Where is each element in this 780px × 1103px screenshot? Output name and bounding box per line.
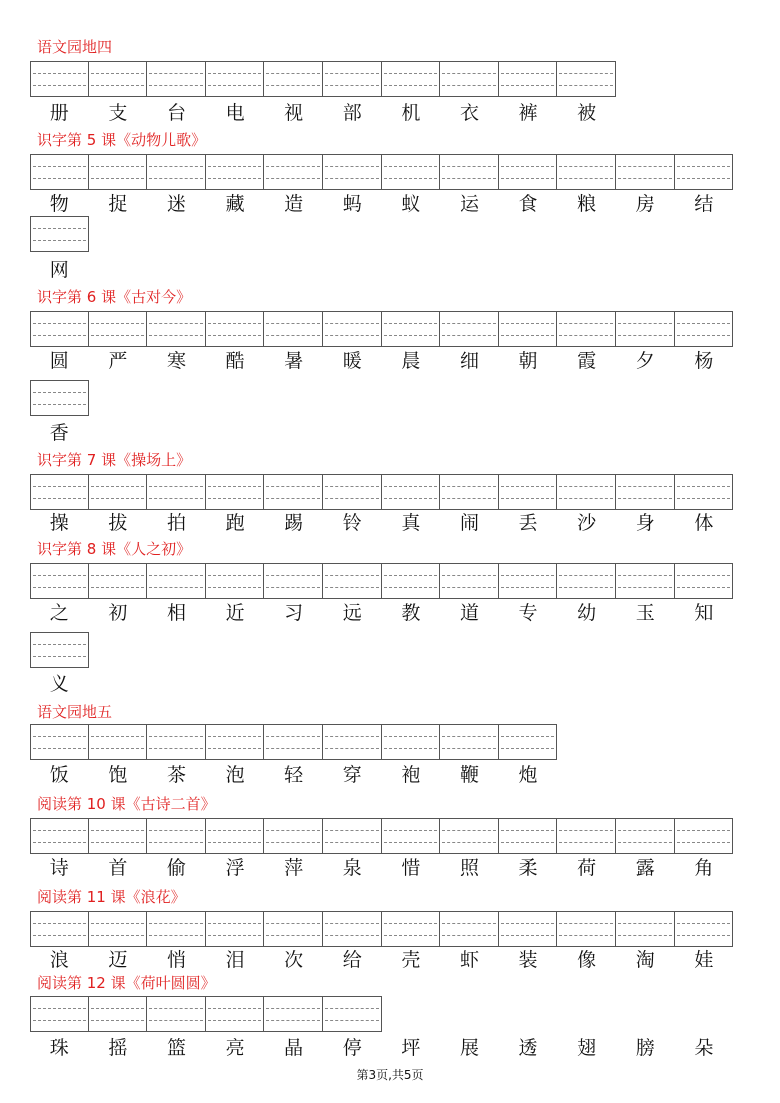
- writing-box[interactable]: [323, 911, 382, 947]
- writing-box[interactable]: [264, 474, 323, 510]
- writing-grid-row: [30, 818, 733, 854]
- writing-box[interactable]: [147, 474, 206, 510]
- vocab-character: 暖: [342, 350, 362, 372]
- section-title: 识字第 7 课《操场上》: [37, 451, 192, 469]
- vocab-character: 香: [49, 422, 69, 444]
- writing-grid-row: [30, 216, 89, 252]
- vocab-character: 萍: [284, 857, 304, 879]
- writing-box[interactable]: [675, 818, 734, 854]
- writing-box[interactable]: [89, 563, 148, 599]
- writing-box[interactable]: [323, 154, 382, 190]
- writing-box[interactable]: [557, 311, 616, 347]
- writing-box[interactable]: [440, 818, 499, 854]
- vocab-character: 篮: [166, 1037, 186, 1059]
- vocab-character: 藏: [225, 193, 245, 215]
- writing-box[interactable]: [147, 61, 206, 97]
- vocab-character: 亮: [225, 1037, 245, 1059]
- vocab-character: 专: [518, 602, 538, 624]
- writing-box[interactable]: [206, 724, 265, 760]
- writing-box[interactable]: [147, 996, 206, 1032]
- writing-box[interactable]: [557, 911, 616, 947]
- writing-box[interactable]: [89, 61, 148, 97]
- writing-box[interactable]: [440, 911, 499, 947]
- vocab-character: 娃: [694, 949, 714, 971]
- vocab-character: 晶: [284, 1037, 304, 1059]
- vocab-character: 首: [108, 857, 128, 879]
- writing-box[interactable]: [89, 911, 148, 947]
- writing-grid-row: [30, 724, 557, 760]
- writing-box[interactable]: [30, 724, 89, 760]
- vocab-character: 机: [401, 102, 421, 124]
- vocab-character: 网: [49, 259, 69, 281]
- vocab-character: 严: [108, 350, 128, 372]
- vocab-character: 支: [108, 102, 128, 124]
- writing-box[interactable]: [30, 216, 89, 252]
- writing-box[interactable]: [30, 380, 89, 416]
- vocab-character: 房: [635, 193, 655, 215]
- vocab-character: 袍: [401, 764, 421, 786]
- writing-box[interactable]: [382, 311, 441, 347]
- vocab-character: 结: [694, 193, 714, 215]
- writing-box[interactable]: [89, 724, 148, 760]
- writing-box[interactable]: [30, 911, 89, 947]
- vocab-character: 坪: [401, 1037, 421, 1059]
- vocab-character: 被: [577, 102, 597, 124]
- writing-box[interactable]: [206, 996, 265, 1032]
- vocab-character: 迈: [108, 949, 128, 971]
- vocab-character: 习: [284, 602, 304, 624]
- writing-box[interactable]: [264, 61, 323, 97]
- vocab-character: 饭: [49, 764, 69, 786]
- writing-box[interactable]: [499, 61, 558, 97]
- vocab-character: 细: [459, 350, 479, 372]
- vocab-character: 停: [342, 1037, 362, 1059]
- vocab-character: 视: [284, 102, 304, 124]
- writing-box[interactable]: [30, 996, 89, 1032]
- vocab-character: 部: [342, 102, 362, 124]
- writing-box[interactable]: [675, 474, 734, 510]
- vocab-character: 之: [49, 602, 69, 624]
- writing-box[interactable]: [206, 311, 265, 347]
- writing-box[interactable]: [382, 911, 441, 947]
- writing-box[interactable]: [206, 61, 265, 97]
- section-title: 识字第 8 课《人之初》: [37, 540, 192, 558]
- section-title: 阅读第 11 课《浪花》: [37, 888, 186, 906]
- character-row: [30, 762, 557, 788]
- vocab-character: 柔: [518, 857, 538, 879]
- writing-box[interactable]: [557, 818, 616, 854]
- vocab-character: 运: [459, 193, 479, 215]
- writing-box[interactable]: [264, 818, 323, 854]
- writing-box[interactable]: [206, 154, 265, 190]
- vocab-character: 义: [49, 673, 69, 695]
- section-title: 阅读第 10 课《古诗二首》: [37, 795, 216, 813]
- vocab-character: 透: [518, 1037, 538, 1059]
- vocab-character: 荷: [577, 857, 597, 879]
- vocab-character: 照: [459, 857, 479, 879]
- writing-box[interactable]: [323, 311, 382, 347]
- vocab-character: 闹: [459, 512, 479, 534]
- vocab-character: 铃: [342, 512, 362, 534]
- vocab-character: 穿: [342, 764, 362, 786]
- writing-box[interactable]: [557, 154, 616, 190]
- writing-box[interactable]: [264, 996, 323, 1032]
- writing-box[interactable]: [89, 154, 148, 190]
- writing-box[interactable]: [675, 154, 734, 190]
- vocab-character: 给: [342, 949, 362, 971]
- writing-box[interactable]: [440, 154, 499, 190]
- vocab-character: 身: [635, 512, 655, 534]
- vocab-character: 远: [342, 602, 362, 624]
- writing-grid-row: [30, 632, 89, 668]
- vocab-character: 造: [284, 193, 304, 215]
- vocab-character: 次: [284, 949, 304, 971]
- character-row: [30, 420, 89, 446]
- writing-box[interactable]: [616, 563, 675, 599]
- vocab-character: 浮: [225, 857, 245, 879]
- writing-box[interactable]: [147, 563, 206, 599]
- section-title: 阅读第 12 课《荷叶圆圆》: [37, 974, 216, 992]
- writing-box[interactable]: [89, 311, 148, 347]
- writing-grid-row: [30, 311, 733, 347]
- writing-box[interactable]: [147, 818, 206, 854]
- writing-box[interactable]: [675, 911, 734, 947]
- writing-box[interactable]: [206, 474, 265, 510]
- character-row: [30, 947, 733, 973]
- vocab-character: 寒: [166, 350, 186, 372]
- vocab-character: 知: [694, 602, 714, 624]
- writing-box[interactable]: [206, 911, 265, 947]
- writing-box[interactable]: [30, 563, 89, 599]
- vocab-character: 珠: [49, 1037, 69, 1059]
- writing-box[interactable]: [30, 632, 89, 668]
- page-footer: 第3页,共5页: [356, 1068, 424, 1082]
- vocab-character: 茶: [166, 764, 186, 786]
- vocab-character: 丢: [518, 512, 538, 534]
- writing-box[interactable]: [89, 818, 148, 854]
- writing-box[interactable]: [30, 818, 89, 854]
- vocab-character: 露: [635, 857, 655, 879]
- vocab-character: 轻: [284, 764, 304, 786]
- character-row: [30, 671, 89, 697]
- character-row: [30, 257, 89, 283]
- vocab-character: 泡: [225, 764, 245, 786]
- vocab-character: 裤: [518, 102, 538, 124]
- vocab-character: 暑: [284, 350, 304, 372]
- character-row: [30, 600, 733, 626]
- vocab-character: 拔: [108, 512, 128, 534]
- writing-box[interactable]: [499, 818, 558, 854]
- vocab-character: 食: [518, 193, 538, 215]
- writing-box[interactable]: [499, 563, 558, 599]
- vocab-character: 浪: [49, 949, 69, 971]
- vocab-character: 诗: [49, 857, 69, 879]
- writing-box[interactable]: [382, 154, 441, 190]
- writing-box[interactable]: [323, 61, 382, 97]
- writing-box[interactable]: [30, 311, 89, 347]
- writing-grid-row: [30, 154, 733, 190]
- vocab-character: 酷: [225, 350, 245, 372]
- vocab-character: 杨: [694, 350, 714, 372]
- writing-box[interactable]: [440, 311, 499, 347]
- vocab-character: 晨: [401, 350, 421, 372]
- writing-box[interactable]: [89, 996, 148, 1032]
- writing-box[interactable]: [382, 563, 441, 599]
- writing-box[interactable]: [89, 474, 148, 510]
- vocab-character: 册: [49, 102, 69, 124]
- vocab-character: 悄: [166, 949, 186, 971]
- section-title: 语文园地五: [37, 703, 113, 721]
- vocab-character: 圆: [49, 350, 69, 372]
- vocab-character: 电: [225, 102, 245, 124]
- section-title: 语文园地四: [37, 38, 113, 56]
- writing-box[interactable]: [440, 474, 499, 510]
- writing-box[interactable]: [382, 474, 441, 510]
- writing-box[interactable]: [30, 61, 89, 97]
- vocab-character: 幼: [577, 602, 597, 624]
- writing-box[interactable]: [147, 154, 206, 190]
- vocab-character: 虾: [459, 949, 479, 971]
- writing-box[interactable]: [382, 724, 441, 760]
- writing-box[interactable]: [616, 311, 675, 347]
- vocab-character: 膀: [635, 1037, 655, 1059]
- writing-box[interactable]: [499, 474, 558, 510]
- vocab-character: 朝: [518, 350, 538, 372]
- writing-box[interactable]: [557, 563, 616, 599]
- writing-box[interactable]: [616, 911, 675, 947]
- vocab-character: 霞: [577, 350, 597, 372]
- writing-box[interactable]: [147, 724, 206, 760]
- writing-grid-row: [30, 61, 616, 97]
- vocab-character: 体: [694, 512, 714, 534]
- vocab-character: 沙: [577, 512, 597, 534]
- vocab-character: 迷: [166, 193, 186, 215]
- writing-box[interactable]: [264, 563, 323, 599]
- vocab-character: 玉: [635, 602, 655, 624]
- writing-box[interactable]: [206, 818, 265, 854]
- vocab-character: 真: [401, 512, 421, 534]
- writing-box[interactable]: [206, 563, 265, 599]
- vocab-character: 捉: [108, 193, 128, 215]
- vocab-character: 相: [166, 602, 186, 624]
- character-row: [30, 855, 733, 881]
- vocab-character: 夕: [635, 350, 655, 372]
- vocab-character: 粮: [577, 193, 597, 215]
- vocab-character: 翅: [577, 1037, 597, 1059]
- vocab-character: 衣: [459, 102, 479, 124]
- vocab-character: 跑: [225, 512, 245, 534]
- writing-box[interactable]: [382, 818, 441, 854]
- vocab-character: 蚁: [401, 193, 421, 215]
- writing-box[interactable]: [147, 311, 206, 347]
- writing-box[interactable]: [323, 724, 382, 760]
- vocab-character: 装: [518, 949, 538, 971]
- vocab-character: 偷: [166, 857, 186, 879]
- vocab-character: 惜: [401, 857, 421, 879]
- writing-grid-row: [30, 911, 733, 947]
- vocab-character: 炮: [518, 764, 538, 786]
- writing-box[interactable]: [323, 818, 382, 854]
- vocab-character: 摇: [108, 1037, 128, 1059]
- writing-box[interactable]: [147, 911, 206, 947]
- writing-box[interactable]: [382, 61, 441, 97]
- writing-box[interactable]: [264, 154, 323, 190]
- vocab-character: 展: [459, 1037, 479, 1059]
- writing-box[interactable]: [499, 311, 558, 347]
- section-title: 识字第 6 课《古对今》: [37, 288, 192, 306]
- writing-box[interactable]: [264, 724, 323, 760]
- writing-grid-row: [30, 380, 89, 416]
- writing-box[interactable]: [323, 474, 382, 510]
- vocab-character: 拍: [166, 512, 186, 534]
- vocab-character: 物: [49, 193, 69, 215]
- vocab-character: 初: [108, 602, 128, 624]
- character-row: [30, 1035, 733, 1061]
- vocab-character: 道: [459, 602, 479, 624]
- vocab-character: 角: [694, 857, 714, 879]
- writing-box[interactable]: [675, 311, 734, 347]
- writing-box[interactable]: [440, 724, 499, 760]
- vocab-character: 泉: [342, 857, 362, 879]
- section-title: 识字第 5 课《动物儿歌》: [37, 131, 207, 149]
- writing-box[interactable]: [557, 61, 616, 97]
- vocab-character: 近: [225, 602, 245, 624]
- vocab-character: 踢: [284, 512, 304, 534]
- writing-box[interactable]: [323, 563, 382, 599]
- writing-box[interactable]: [675, 563, 734, 599]
- vocab-character: 鞭: [459, 764, 479, 786]
- character-row: [30, 191, 733, 217]
- vocab-character: 泪: [225, 949, 245, 971]
- vocab-character: 蚂: [342, 193, 362, 215]
- writing-box[interactable]: [440, 61, 499, 97]
- character-row: [30, 348, 733, 374]
- vocab-character: 像: [577, 949, 597, 971]
- writing-box[interactable]: [30, 474, 89, 510]
- writing-box[interactable]: [616, 474, 675, 510]
- writing-box[interactable]: [499, 724, 558, 760]
- character-row: [30, 510, 733, 536]
- vocab-character: 朵: [694, 1037, 714, 1059]
- vocab-character: 操: [49, 512, 69, 534]
- writing-box[interactable]: [499, 154, 558, 190]
- writing-box[interactable]: [616, 154, 675, 190]
- vocab-character: 壳: [401, 949, 421, 971]
- writing-grid-row: [30, 474, 733, 510]
- writing-grid-row: [30, 996, 382, 1032]
- writing-box[interactable]: [30, 154, 89, 190]
- writing-box[interactable]: [264, 911, 323, 947]
- vocab-character: 台: [166, 102, 186, 124]
- writing-box[interactable]: [499, 911, 558, 947]
- character-row: [30, 100, 616, 126]
- writing-box[interactable]: [557, 474, 616, 510]
- vocab-character: 教: [401, 602, 421, 624]
- writing-box[interactable]: [323, 996, 382, 1032]
- writing-box[interactable]: [440, 563, 499, 599]
- vocab-character: 饱: [108, 764, 128, 786]
- writing-box[interactable]: [616, 818, 675, 854]
- vocab-character: 淘: [635, 949, 655, 971]
- writing-box[interactable]: [264, 311, 323, 347]
- writing-grid-row: [30, 563, 733, 599]
